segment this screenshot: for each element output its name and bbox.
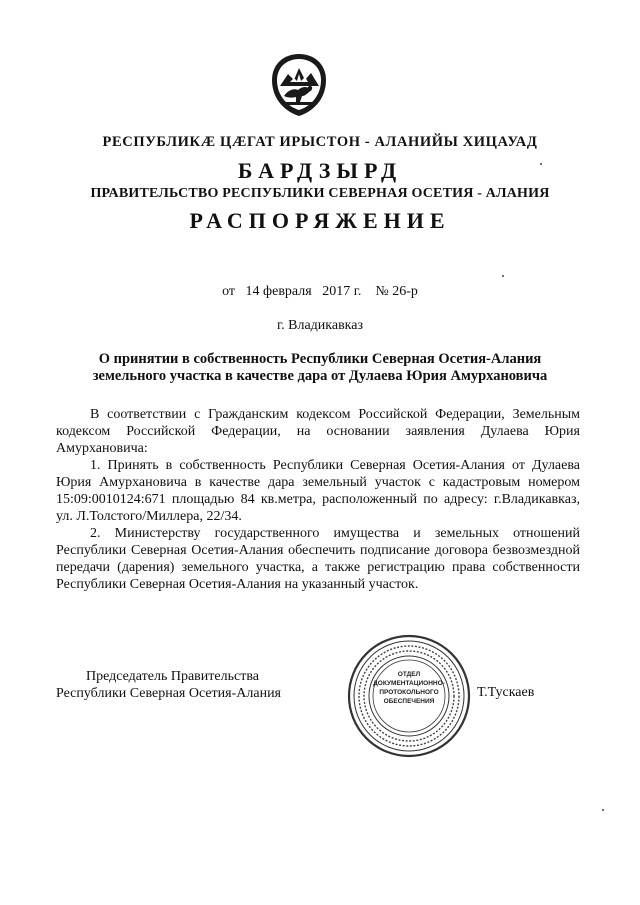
- signer-position-line-1: Председатель Правительства: [86, 669, 259, 684]
- dateline-date: 14 февраля: [245, 284, 312, 299]
- body-item-1: 1. Принять в собственность Республики Северная Осетия-Алания от Дулаева Юрия Амурхановича в качестве дара земельный участок с кадастровым номером 15:09:0010124:671 площадью 84 кв.метра, расположенный по адресу: г.Владикавказ, ул. Л.Толстого/Миллера, 22/34.: [56, 458, 580, 524]
- header-russian-title: РАСПОРЯЖЕНИЕ: [189, 208, 451, 233]
- dateline-number: № 26-р: [375, 284, 418, 299]
- document-title: [60, 351, 580, 385]
- body-item-2: 2. Министерству государственного имущества и земельных отношений Республики Северная Осетия-Алания обеспечить подписание договора безвозмездной передачи (дарения) земельного участка, а также регистрацию права собственности Республики Северная Осетия-Алания на указанный участок.: [56, 526, 580, 592]
- signer-position-line-2: Республики Северная Осетия-Алания: [56, 686, 281, 701]
- header-ossetian-title: БАРДЗЫРД: [237, 158, 403, 183]
- stamp-line: ОТДЕЛ: [397, 671, 421, 678]
- body-intro: В соответствии с Гражданским кодексом Российской Федерации, Земельным кодексом Российской Федерации, на основании заявления Дулаева Юрия Амурхановича:: [56, 407, 580, 456]
- city: г. Владикавказ: [276, 318, 364, 333]
- title-line: О принятии в собственность Республики Северная Осетия-Алания: [98, 351, 542, 367]
- scan-speck: [502, 275, 504, 277]
- coat-of-arms-icon: [268, 52, 330, 118]
- stamp-text: [346, 670, 472, 706]
- stamp-line: ДОКУМЕНТАЦИОННО-: [373, 680, 445, 687]
- header-ossetian-line: РЕСПУБЛИКӔ ЦӔГАТ ИРЫСТОН - АЛАНИЙЫ ХИЦАУАД: [102, 134, 538, 150]
- title-line: земельного участка в качестве дара от Дулаева Юрия Амурхановича: [92, 368, 548, 384]
- document-body: [56, 406, 580, 593]
- dateline-from: от: [222, 284, 236, 299]
- header-russian-line: ПРАВИТЕЛЬСТВО РЕСПУБЛИКИ СЕВЕРНАЯ ОСЕТИЯ - АЛАНИЯ: [90, 186, 550, 201]
- stamp-line: ПРОТОКОЛЬНОГО: [379, 689, 439, 696]
- scan-speck: [540, 163, 542, 165]
- dateline: [0, 284, 640, 300]
- dateline-year: 2017 г.: [322, 284, 362, 299]
- scan-speck: [602, 809, 604, 811]
- signer-name: Т.Тускаев: [477, 685, 535, 700]
- stamp-line: ОБЕСПЕЧЕНИЯ: [383, 698, 435, 705]
- signer-position: [56, 668, 316, 702]
